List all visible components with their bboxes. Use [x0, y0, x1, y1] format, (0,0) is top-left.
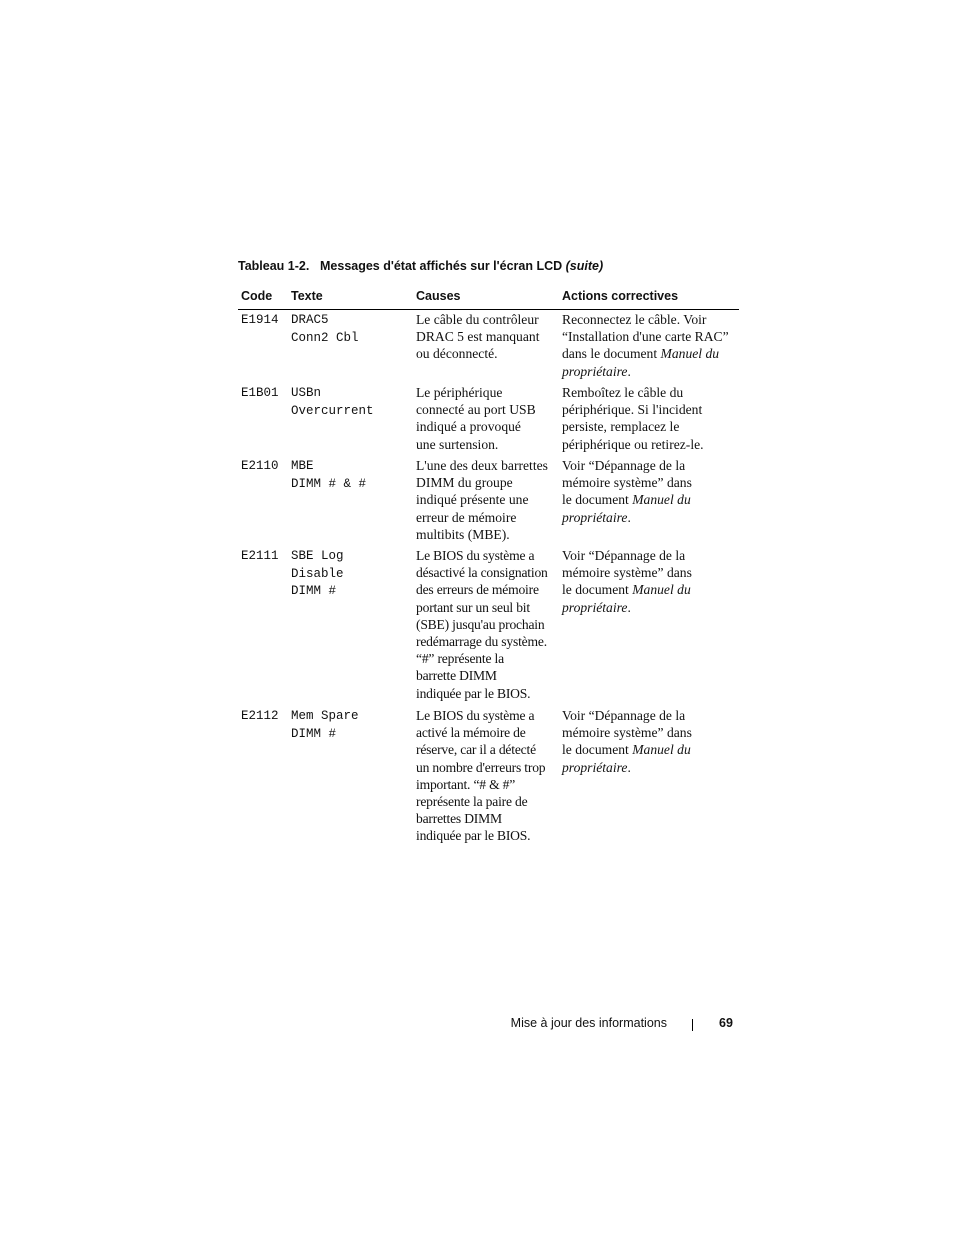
table-header-row — [238, 287, 739, 310]
code-cell: E2110 — [241, 459, 279, 473]
header-causes: Causes — [416, 289, 461, 303]
code-cell: E1914 — [241, 313, 279, 327]
table-row — [238, 547, 739, 707]
table-row — [238, 707, 739, 847]
code-cell: E2112 — [241, 709, 279, 723]
page-footer — [0, 1016, 954, 1036]
cause-cell: Le BIOS du système a activé la mémoire de réserve, car il a détecté un nombre d'erreurs trop important. “# & #” représente la paire de barrettes DIMM indiquée par le BIOS. — [416, 708, 546, 844]
text-cell: DRAC5 Conn2 Cbl — [291, 313, 359, 345]
action-cell: Voir “Dépannage de la mémoire système” dans le document Manuel du propriétaire. — [562, 708, 692, 775]
text-cell: SBE Log Disable DIMM # — [291, 549, 344, 598]
action-cell: Reconnectez le câble. Voir “Installation d'une carte RAC” dans le document Manuel du propriétaire. — [562, 312, 729, 379]
text-cell: USBn Overcurrent — [291, 386, 374, 418]
page-number: 69 — [719, 1016, 733, 1030]
status-messages-table — [238, 287, 739, 847]
table-caption — [238, 259, 603, 273]
footer-separator — [692, 1019, 693, 1031]
table-caption-suffix: (suite) — [565, 259, 604, 273]
cause-cell: Le BIOS du système a désactivé la consignation des erreurs de mémoire portant sur un seul bit (SBE) jusqu'au prochain redémarrage du système. “#” représente la barrette DIMM indiquée par le BIOS. — [416, 548, 548, 701]
action-cell: Remboîtez le câble du périphérique. Si l'incident persiste, remplacez le périphérique ou retirez-le. — [562, 385, 704, 452]
code-cell: E2111 — [241, 549, 279, 563]
table-row — [238, 457, 739, 547]
table-row — [238, 384, 739, 457]
text-cell: Mem Spare DIMM # — [291, 709, 359, 741]
header-texte: Texte — [291, 289, 323, 303]
cause-cell: Le périphérique connecté au port USB indiqué a provoqué une surtension. — [416, 385, 536, 452]
table-caption-title: Messages d'état affichés sur l'écran LCD — [320, 259, 563, 273]
table-row — [238, 311, 739, 384]
table-caption-number: Tableau 1-2. — [238, 259, 310, 273]
header-actions: Actions correctives — [562, 289, 679, 303]
header-code: Code — [241, 289, 273, 303]
text-cell: MBE DIMM # & # — [291, 459, 367, 491]
action-cell: Voir “Dépannage de la mémoire système” dans le document Manuel du propriétaire. — [562, 548, 692, 615]
footer-section-title: Mise à jour des informations — [510, 1016, 667, 1030]
cause-cell: Le câble du contrôleur DRAC 5 est manquant ou déconnecté. — [416, 312, 540, 362]
cause-cell: L'une des deux barrettes DIMM du groupe indiqué présente une erreur de mémoire multibits (MBE). — [416, 458, 548, 542]
action-cell: Voir “Dépannage de la mémoire système” dans le document Manuel du propriétaire. — [562, 458, 692, 525]
code-cell: E1B01 — [241, 386, 279, 400]
